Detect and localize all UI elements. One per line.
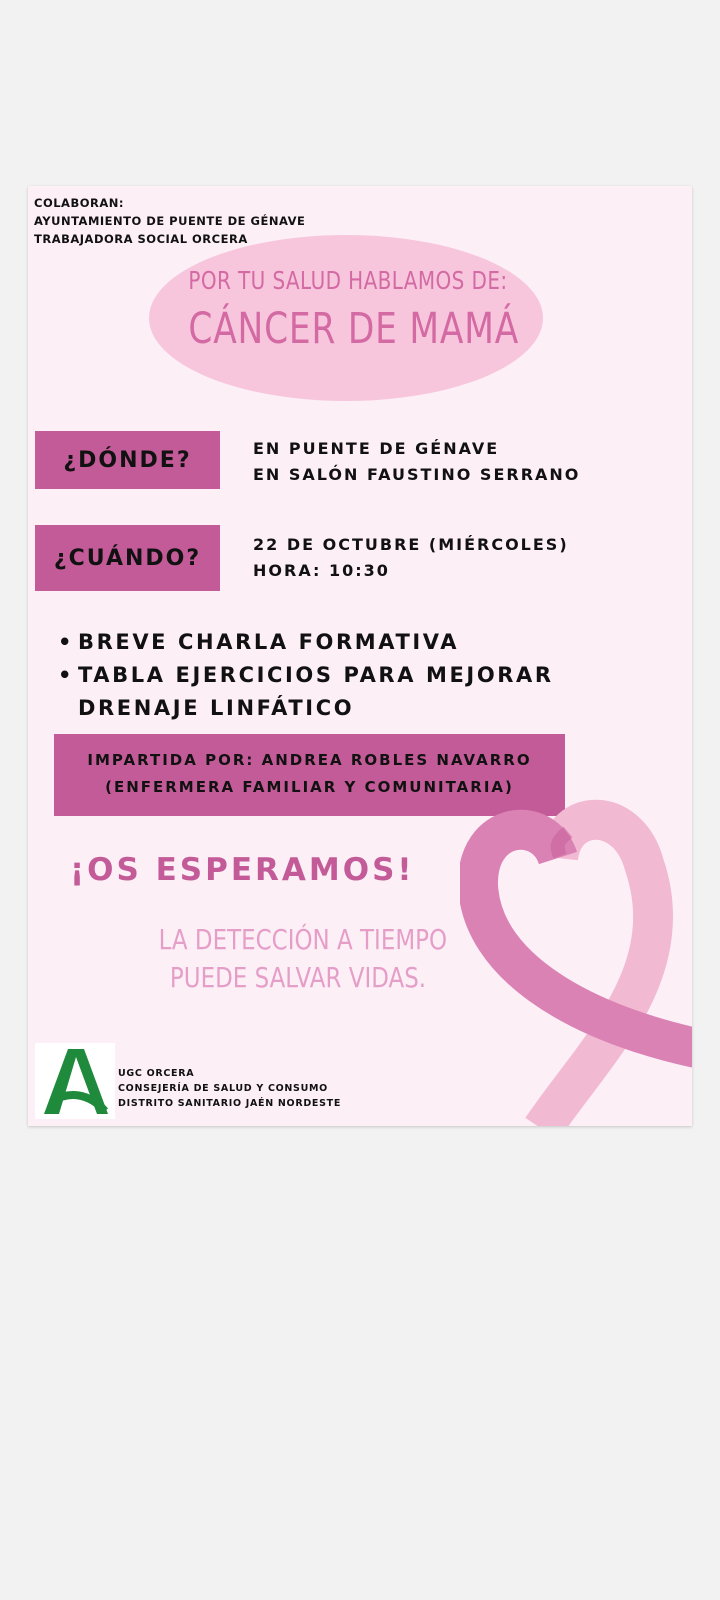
slogan-line-1: LA DETECCIÓN A TIEMPO	[158, 923, 448, 956]
cuando-label	[35, 525, 220, 591]
cuando-details	[253, 532, 569, 584]
logo-graphic	[35, 1043, 115, 1119]
activity-list	[58, 626, 658, 725]
pink-ribbon-heart-icon	[460, 786, 692, 1126]
list-item-text: TABLA EJERCICIOS PARA MEJORAR DRENAJE LINFÁTICO	[78, 663, 554, 720]
event-flyer	[28, 186, 692, 1126]
footer-line-3: DISTRITO SANITARIO JAÉN NORDESTE	[118, 1098, 342, 1109]
colaboran-line-2: TRABAJADORA SOCIAL ORCERA	[34, 232, 248, 246]
junta-andalucia-logo-icon	[35, 1043, 115, 1119]
deteccion-slogan	[158, 921, 448, 997]
footer-credits	[118, 1066, 341, 1111]
footer-line-1: UGC ORCERA	[118, 1068, 195, 1079]
donde-details	[253, 436, 580, 488]
speaker-line-1: IMPARTIDA POR: ANDREA ROBLES NAVARRO	[87, 751, 532, 769]
bullet-icon: •	[58, 663, 75, 687]
bullet-icon: •	[58, 630, 75, 654]
speaker-line-2: (ENFERMERA FAMILIAR Y COMUNITARIA)	[105, 778, 514, 796]
colaboran-block	[34, 194, 305, 248]
list-item-text: BREVE CHARLA FORMATIVA	[78, 630, 460, 654]
footer-line-2: CONSEJERÍA DE SALUD Y CONSUMO	[118, 1083, 328, 1094]
colaboran-heading: COLABORAN:	[34, 196, 124, 210]
donde-line-2: EN SALÓN FAUSTINO SERRANO	[253, 465, 581, 484]
os-esperamos-text: ¡OS ESPERAMOS!	[70, 852, 415, 888]
cuando-line-2: HORA: 10:30	[253, 561, 390, 580]
title-subtitle: POR TU SALUD HABLAMOS DE:	[188, 266, 508, 295]
cuando-label-text: ¿CUÁNDO?	[53, 545, 202, 571]
slogan-line-2: PUEDE SALVAR VIDAS.	[169, 961, 427, 994]
list-item	[58, 626, 658, 659]
donde-label-text: ¿DÓNDE?	[63, 447, 192, 473]
list-item	[58, 659, 658, 725]
donde-label	[35, 431, 220, 489]
cuando-line-1: 22 DE OCTUBRE (MIÉRCOLES)	[253, 535, 569, 554]
colaboran-line-1: AYUNTAMIENTO DE PUENTE DE GÉNAVE	[34, 214, 306, 228]
donde-line-1: EN PUENTE DE GÉNAVE	[253, 439, 500, 458]
page-title: CÁNCER DE MAMÁ	[188, 304, 520, 354]
